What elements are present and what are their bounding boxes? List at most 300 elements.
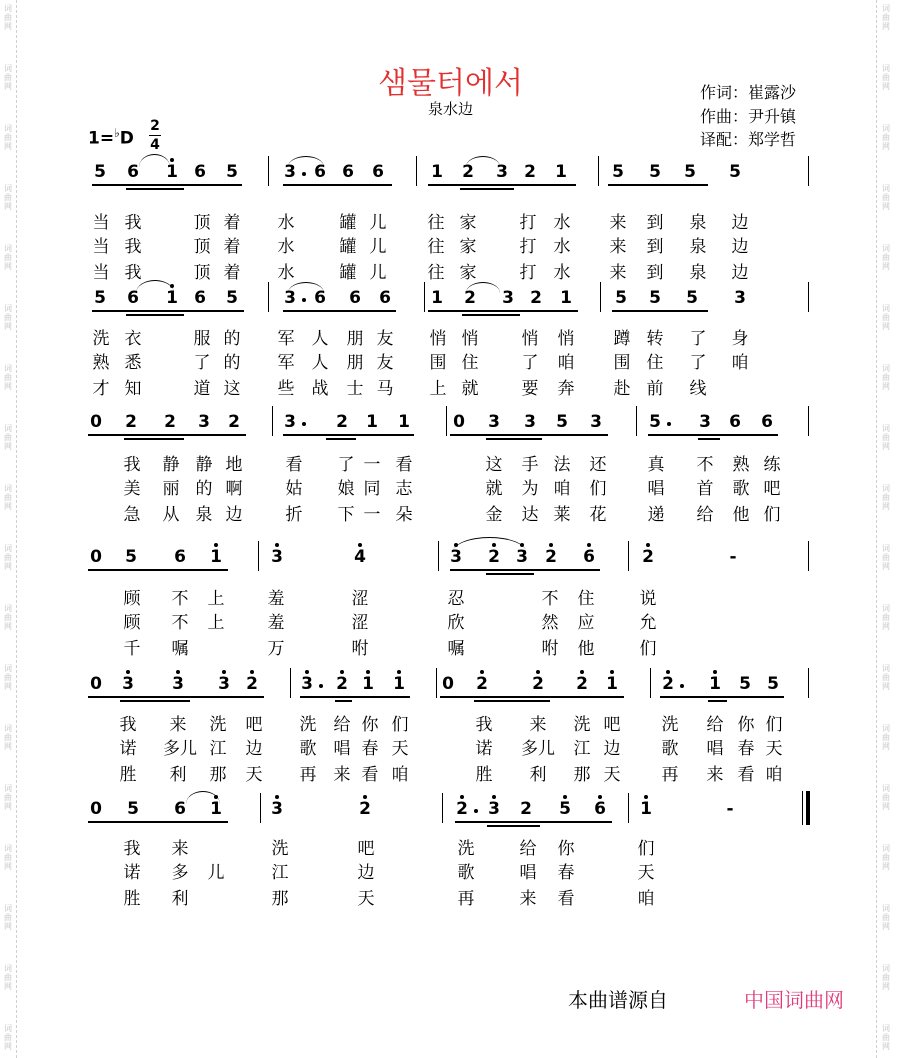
lyric-word: 洗 — [299, 715, 317, 735]
lyric-word: 娘 — [337, 479, 355, 499]
lyric-word: 顶 — [193, 263, 211, 283]
lyric-word: 我 — [119, 715, 137, 735]
lyric-word: 往 — [427, 237, 445, 257]
lyric-word: 你 — [361, 715, 379, 735]
note: 3 — [271, 799, 283, 819]
lyric-word: 咐 — [351, 639, 369, 659]
note: 3 — [284, 412, 296, 432]
lyric-word: 折 — [285, 505, 303, 525]
lyric-word: 利 — [169, 765, 187, 785]
beam-underline — [283, 434, 414, 436]
lyric-word: 边 — [357, 863, 375, 883]
lyric-word: 歌 — [732, 479, 750, 499]
lyric-word: 不 — [541, 589, 559, 609]
lyric-word: 咐 — [541, 639, 559, 659]
lyric-word: 着 — [223, 263, 241, 283]
watermark-text: 词 曲 网 — [4, 484, 12, 511]
beam-underline — [450, 434, 608, 436]
lyric-word: 一 — [363, 505, 381, 525]
lyric-word: 来 — [333, 765, 351, 785]
octave-dot — [363, 795, 367, 799]
lyric-word: 儿 — [207, 863, 225, 883]
lyric-word: 来 — [609, 213, 627, 233]
note: 6 — [583, 547, 595, 567]
note: 1 — [606, 674, 618, 694]
note: 2 — [125, 412, 137, 432]
lyric-word: 了 — [337, 455, 355, 475]
barline — [628, 793, 629, 823]
note: 6 — [729, 412, 741, 432]
beam-underline — [88, 434, 246, 436]
beam-underline — [460, 188, 514, 190]
lyric-word: 一 — [363, 455, 381, 475]
beam-underline — [450, 569, 600, 571]
slur-tie — [288, 156, 324, 167]
note: 3 — [172, 674, 184, 694]
note: 5 — [127, 799, 139, 819]
barline — [628, 541, 629, 571]
lyric-word: 友 — [376, 329, 394, 349]
watermark-text: 词 曲 网 — [4, 544, 12, 571]
note: 1 — [560, 288, 572, 308]
watermark-text: 词 曲 网 — [882, 844, 890, 871]
note: 2 — [456, 799, 468, 819]
lyric-word: 诺 — [119, 739, 137, 759]
watermark-text: 词 曲 网 — [882, 4, 890, 31]
beam-underline — [300, 696, 410, 698]
note: 5 — [649, 288, 661, 308]
lyric-word: 天 — [391, 739, 409, 759]
watermark-text: 词 曲 网 — [882, 304, 890, 331]
lyric-word: 住 — [461, 353, 479, 373]
note: 2 — [464, 288, 476, 308]
watermark-text: 词 曲 网 — [4, 904, 12, 931]
beam-underline — [326, 438, 356, 440]
watermark-text: 词 曲 网 — [882, 424, 890, 451]
lyric-word: 当 — [92, 237, 110, 257]
lyric-word: 看 — [285, 455, 303, 475]
lyric-word: 那 — [573, 765, 591, 785]
octave-dot — [222, 670, 226, 674]
sustain-dash: - — [729, 547, 737, 567]
note: 1 — [166, 288, 178, 308]
watermark-text: 词 曲 网 — [4, 724, 12, 751]
lyric-word: 洗 — [271, 839, 289, 859]
watermark-text: 词 曲 网 — [4, 604, 12, 631]
lyric-word: 水 — [553, 263, 571, 283]
lyric-word: 来 — [609, 263, 627, 283]
lyric-word: 来 — [706, 765, 724, 785]
lyric-word: 看 — [395, 455, 413, 475]
lyric-word: 顶 — [193, 237, 211, 257]
lyric-word: 家 — [459, 263, 477, 283]
beam-underline — [455, 821, 612, 823]
lyric-word: 手 — [521, 455, 539, 475]
note: 2 — [164, 412, 176, 432]
lyric-word: 们 — [589, 479, 607, 499]
song-subtitle: 泉水边 — [427, 100, 473, 118]
beam-underline — [283, 310, 396, 312]
lyric-word: 地 — [225, 455, 243, 475]
left-watermark-strip — [0, 0, 17, 1058]
lyric-word: 春 — [361, 739, 379, 759]
lyric-word: 歌 — [457, 863, 475, 883]
lyric-word: 天 — [603, 765, 621, 785]
barline — [260, 793, 261, 823]
note: 3 — [122, 674, 134, 694]
watermark-text: 词 曲 网 — [4, 4, 12, 31]
note: 5 — [556, 412, 568, 432]
lyric-word: 上 — [429, 379, 447, 399]
lyric-word: 服 — [193, 329, 211, 349]
lyric-word: 儿 — [369, 263, 387, 283]
lyricist-credit: 作词：崔露沙 — [700, 83, 797, 102]
lyric-word: 首 — [696, 479, 714, 499]
octave-dot — [549, 543, 553, 547]
lyric-word: 到 — [646, 213, 664, 233]
lyric-word: 练 — [763, 455, 781, 475]
barline — [258, 541, 259, 571]
note: 1 — [166, 162, 178, 182]
lyric-word: 春 — [737, 739, 755, 759]
octave-dot — [126, 670, 130, 674]
lyric-word: 羞 — [267, 613, 285, 633]
lyric-word: 吧 — [357, 839, 375, 859]
lyric-word: 那 — [209, 765, 227, 785]
note: 0 — [453, 412, 465, 432]
lyric-word: 朵 — [395, 505, 413, 525]
lyric-word: 不 — [696, 455, 714, 475]
note: 2 — [642, 547, 654, 567]
beam-underline — [660, 696, 784, 698]
note: 6 — [127, 162, 139, 182]
lyric-word: 奔 — [557, 379, 575, 399]
lyric-word: 边 — [731, 237, 749, 257]
lyric-word: 不 — [171, 589, 189, 609]
lyric-word: 当 — [92, 213, 110, 233]
lyric-word: 千 — [123, 639, 141, 659]
lyric-word: 唱 — [519, 863, 537, 883]
lyric-word: 家 — [459, 237, 477, 257]
octave-dot — [275, 543, 279, 547]
note: 1 — [640, 799, 652, 819]
lyric-word: 边 — [245, 739, 263, 759]
lyric-word: 就 — [485, 479, 503, 499]
lyric-word: 要 — [521, 379, 539, 399]
augmentation-dot — [302, 298, 306, 302]
lyric-word: 达 — [521, 505, 539, 525]
slur-tie — [453, 537, 526, 552]
barline — [600, 282, 601, 312]
note: 3 — [284, 162, 296, 182]
lyric-word: 围 — [429, 353, 447, 373]
lyric-word: 泉 — [195, 505, 213, 525]
lyric-word: 看 — [737, 765, 755, 785]
barline — [268, 282, 269, 312]
beam-underline — [88, 696, 264, 698]
lyric-word: 水 — [277, 213, 295, 233]
lyric-word: 们 — [391, 715, 409, 735]
lyric-word: 不 — [171, 613, 189, 633]
lyric-word: 我 — [124, 213, 142, 233]
octave-dot — [536, 670, 540, 674]
octave-dot — [646, 543, 650, 547]
octave-dot — [644, 795, 648, 799]
note: 5 — [226, 288, 238, 308]
note: 2 — [228, 412, 240, 432]
lyric-word: 罐 — [339, 213, 357, 233]
barline — [436, 668, 437, 698]
lyric-word: 从 — [162, 505, 180, 525]
lyric-word: 人 — [311, 353, 329, 373]
note: 5 — [226, 162, 238, 182]
lyric-word: 我 — [124, 263, 142, 283]
barline — [438, 541, 439, 571]
slur-tie — [186, 791, 220, 804]
beam-underline — [486, 438, 542, 440]
note: 3 — [734, 288, 746, 308]
barline — [808, 406, 809, 436]
lyric-word: 往 — [427, 263, 445, 283]
note: 2 — [359, 799, 371, 819]
lyric-word: 利 — [171, 889, 189, 909]
note: 0 — [90, 547, 102, 567]
lyric-word: 他 — [577, 639, 595, 659]
lyric-word: 边 — [731, 213, 749, 233]
octave-dot — [340, 670, 344, 674]
beam-underline — [283, 184, 392, 186]
lyric-word: 上 — [207, 589, 225, 609]
lyric-word: 金 — [485, 505, 503, 525]
barline — [598, 156, 599, 186]
beam-underline — [486, 573, 534, 575]
note: 1 — [362, 674, 374, 694]
note: 5 — [767, 674, 779, 694]
lyric-word: 江 — [209, 739, 227, 759]
watermark-text: 词 曲 网 — [4, 664, 12, 691]
lyric-word: 天 — [357, 889, 375, 909]
lyric-word: 们 — [637, 839, 655, 859]
lyric-word: 边 — [731, 263, 749, 283]
octave-dot — [666, 670, 670, 674]
barline — [808, 282, 809, 312]
note: 2 — [532, 674, 544, 694]
lyric-word: 咱 — [553, 479, 571, 499]
lyric-word: 战 — [311, 379, 329, 399]
lyric-word: 朋 — [346, 329, 364, 349]
note: 1 — [431, 288, 443, 308]
beam-underline — [335, 700, 352, 702]
note: 5 — [649, 162, 661, 182]
note: 5 — [615, 288, 627, 308]
lyric-word: 洗 — [209, 715, 227, 735]
final-barline-thin — [802, 791, 803, 825]
source-label: 本曲谱源自 — [568, 988, 668, 1012]
note: 2 — [336, 412, 348, 432]
lyric-word: 到 — [646, 237, 664, 257]
lyric-word: 顾 — [123, 589, 141, 609]
octave-dot — [460, 795, 464, 799]
watermark-text: 词 曲 网 — [882, 904, 890, 931]
lyric-word: 歌 — [661, 739, 679, 759]
lyric-word: 同 — [363, 479, 381, 499]
lyric-word: 来 — [171, 839, 189, 859]
lyric-word: 吧 — [245, 715, 263, 735]
lyric-word: 些 — [277, 379, 295, 399]
lyric-word: 你 — [557, 839, 575, 859]
lyric-word: 了 — [521, 353, 539, 373]
right-watermark-strip — [876, 0, 893, 1058]
lyric-word: 线 — [689, 379, 707, 399]
lyric-word: 春 — [557, 863, 575, 883]
lyric-word: 到 — [646, 263, 664, 283]
beam-underline — [698, 438, 720, 440]
lyric-word: 丽 — [162, 479, 180, 499]
lyric-word: 洗 — [573, 715, 591, 735]
beam-underline — [126, 314, 184, 316]
lyric-word: 胜 — [123, 889, 141, 909]
octave-dot — [492, 795, 496, 799]
lyric-word: 儿 — [369, 213, 387, 233]
lyric-word: 羞 — [267, 589, 285, 609]
note: 3 — [218, 674, 230, 694]
note: 6 — [174, 547, 186, 567]
note: 2 — [545, 547, 557, 567]
lyric-word: 递 — [647, 505, 665, 525]
lyric-word: 友 — [376, 353, 394, 373]
barline — [808, 541, 809, 571]
octave-dot — [358, 543, 362, 547]
lyric-word: 悄 — [557, 329, 575, 349]
note: 6 — [342, 162, 354, 182]
lyric-word: 往 — [427, 213, 445, 233]
augmentation-dot — [302, 172, 306, 176]
barline — [650, 668, 651, 698]
octave-dot — [214, 543, 218, 547]
lyric-word: 再 — [661, 765, 679, 785]
lyric-word: 嘱 — [171, 639, 189, 659]
lyric-word: 这 — [485, 455, 503, 475]
lyric-word: 唱 — [706, 739, 724, 759]
lyric-word: 忍 — [447, 589, 465, 609]
lyric-word: 唱 — [647, 479, 665, 499]
lyric-word: 还 — [589, 455, 607, 475]
lyric-word: 看 — [557, 889, 575, 909]
lyric-word: 水 — [553, 213, 571, 233]
barline — [808, 668, 809, 698]
beam-underline — [612, 310, 708, 312]
slur-tie — [288, 282, 324, 293]
lyric-word: 泉 — [689, 237, 707, 257]
beam-underline — [124, 438, 184, 440]
note: 6 — [761, 412, 773, 432]
beam-underline — [648, 434, 778, 436]
lyric-word: 们 — [765, 715, 783, 735]
note: 2 — [336, 674, 348, 694]
key-prefix: 1= — [88, 128, 115, 149]
lyric-word: 悄 — [521, 329, 539, 349]
octave-dot — [250, 670, 254, 674]
lyric-word: 才 — [92, 379, 110, 399]
lyric-word: 人 — [311, 329, 329, 349]
beam-underline — [708, 700, 727, 702]
watermark-text: 词 曲 网 — [4, 424, 12, 451]
lyric-word: 涩 — [351, 589, 369, 609]
beam-underline — [462, 314, 520, 316]
site-name[interactable]: 中国词曲网 — [744, 988, 844, 1012]
note: 0 — [90, 674, 102, 694]
watermark-text: 词 曲 网 — [882, 244, 890, 271]
note: 1 — [709, 674, 721, 694]
note: 6 — [127, 288, 139, 308]
octave-dot — [610, 670, 614, 674]
lyric-word: 志 — [395, 479, 413, 499]
lyric-word: 静 — [162, 455, 180, 475]
note: 5 — [125, 547, 137, 567]
lyric-word: 再 — [299, 765, 317, 785]
lyric-word: 嘱 — [447, 639, 465, 659]
lyric-word: 了 — [689, 353, 707, 373]
key-signature — [88, 126, 134, 149]
lyric-word: 罐 — [339, 237, 357, 257]
lyric-word: 洗 — [457, 839, 475, 859]
lyric-word: 这 — [223, 379, 241, 399]
note: 1 — [210, 547, 222, 567]
lyric-word: 马 — [376, 379, 394, 399]
lyric-word: 顶 — [193, 213, 211, 233]
lyric-word: 诺 — [123, 863, 141, 883]
lyric-word: 打 — [519, 237, 537, 257]
lyric-word: 家 — [459, 213, 477, 233]
lyric-word: 打 — [519, 213, 537, 233]
watermark-text: 词 曲 网 — [4, 964, 12, 991]
lyric-word: 允 — [639, 613, 657, 633]
lyric-word: 万 — [267, 639, 285, 659]
note: 3 — [516, 547, 528, 567]
barline — [268, 156, 269, 186]
lyric-word: 咱 — [731, 353, 749, 373]
note: 2 — [462, 162, 474, 182]
note: 2 — [662, 674, 674, 694]
lyric-word: 胜 — [119, 765, 137, 785]
lyric-word: 住 — [577, 589, 595, 609]
lyric-word: 就 — [461, 379, 479, 399]
lyric-word: 住 — [646, 353, 664, 373]
note: 1 — [555, 162, 567, 182]
barline — [272, 406, 273, 436]
note: 5 — [739, 674, 751, 694]
lyric-word: 天 — [765, 739, 783, 759]
lyric-word: 江 — [271, 863, 289, 883]
lyric-word: 你 — [737, 715, 755, 735]
lyric-word: 咱 — [765, 765, 783, 785]
octave-dot — [598, 795, 602, 799]
watermark-text: 词 曲 网 — [882, 364, 890, 391]
octave-dot — [580, 670, 584, 674]
note: 3 — [488, 799, 500, 819]
final-barline-thick — [806, 791, 810, 825]
beam-underline — [608, 184, 708, 186]
octave-dot — [170, 158, 174, 162]
lyric-word: 再 — [457, 889, 475, 909]
barline — [416, 156, 417, 186]
lyric-word: 多儿 — [163, 739, 197, 759]
note: 3 — [284, 288, 296, 308]
lyric-word: 歌 — [299, 739, 317, 759]
translator-credit: 译配：郑学哲 — [700, 130, 797, 149]
beam-underline — [88, 821, 228, 823]
watermark-text: 词 曲 网 — [882, 484, 890, 511]
